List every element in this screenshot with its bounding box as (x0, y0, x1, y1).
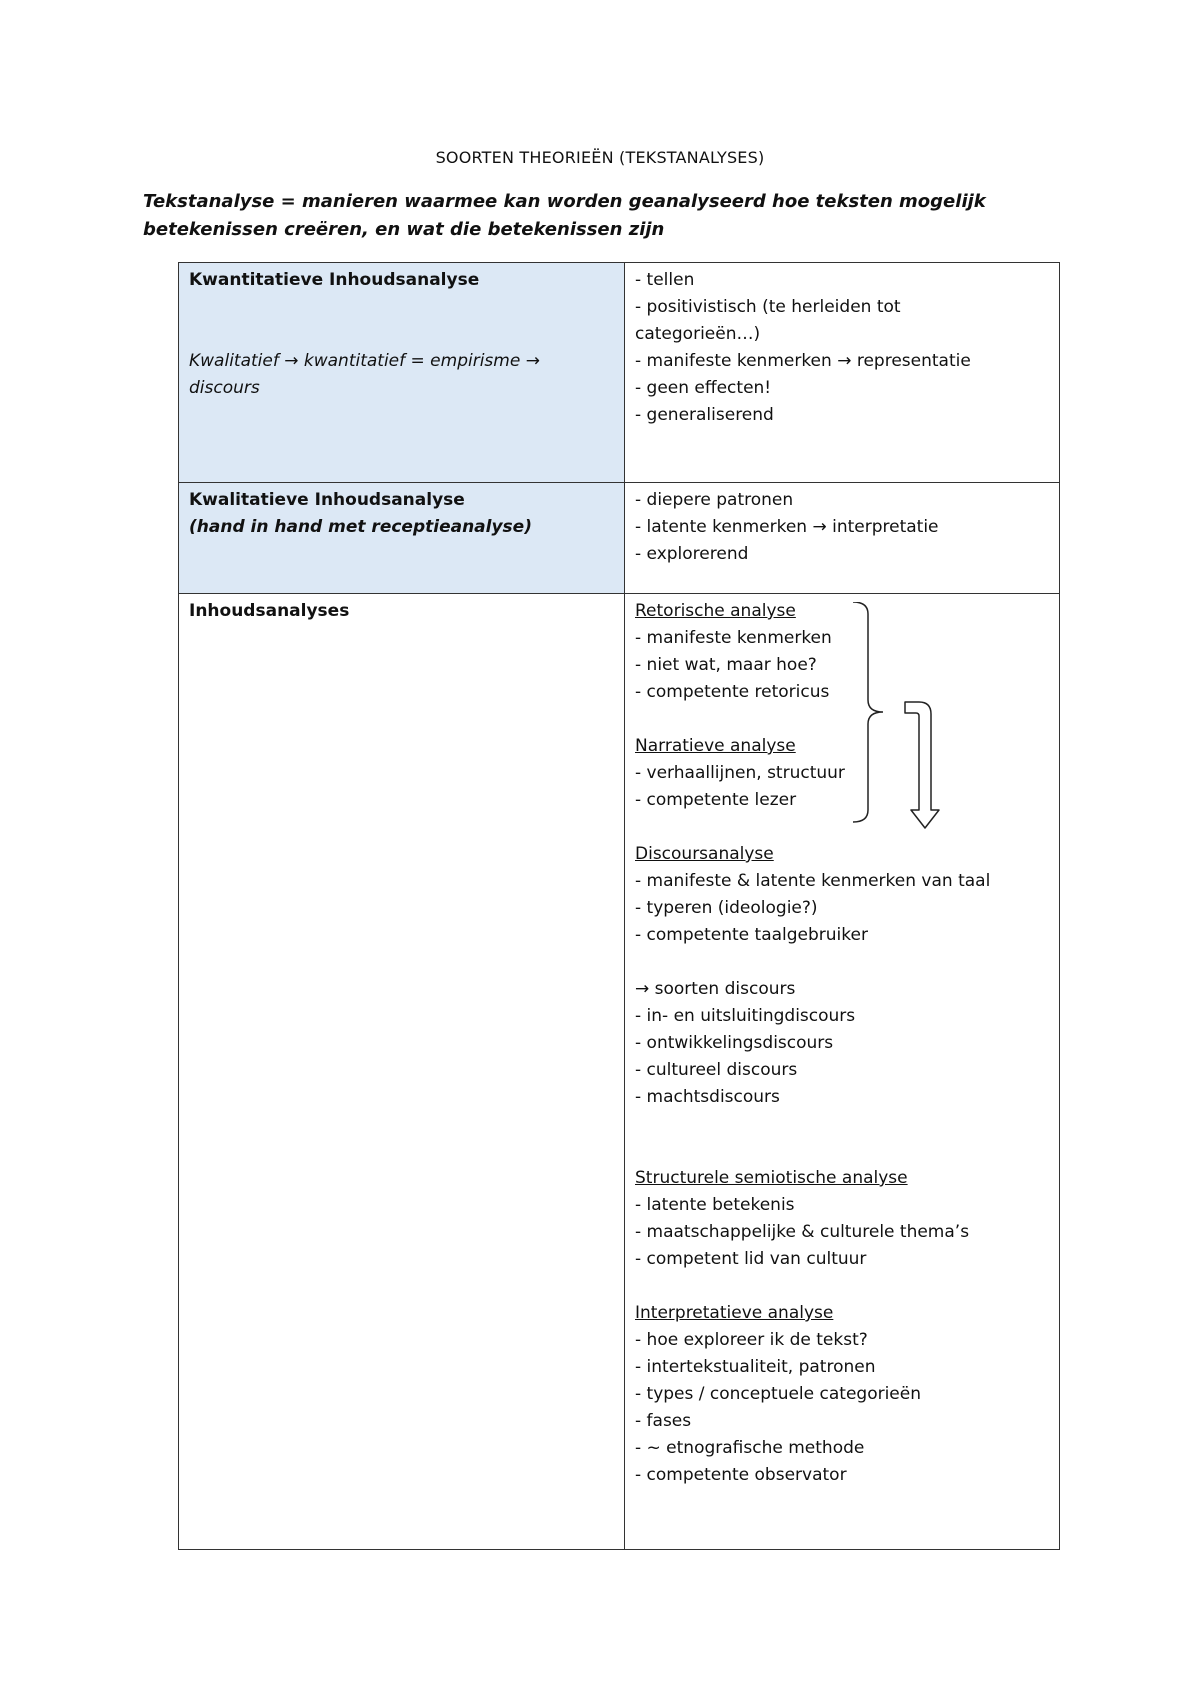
spacer (635, 706, 1049, 733)
spacer (635, 949, 1049, 976)
section-narratieve-title: Narratieve analyse (635, 736, 796, 756)
row-2-subnote: (hand in hand met receptieanalyse) (189, 517, 532, 537)
section-interpretatieve-title: Interpretatieve analyse (635, 1303, 834, 1323)
spacer (635, 1273, 1049, 1300)
list-item: - generaliserend (635, 405, 774, 425)
section-soorten-title: → soorten discours (635, 979, 796, 999)
section-retorische-title: Retorische analyse (635, 601, 796, 621)
right-curly-bracket-icon (853, 602, 883, 822)
definition-text: Tekstanalyse = manieren waarmee kan worden geanalyseerd hoe teksten mogelijk betekenissen creëren, en wat die betekenissen zijn (143, 191, 986, 240)
bracket-arrow-group (853, 602, 953, 832)
list-item: - tellen (635, 270, 695, 290)
list-item: - typeren (ideologie?) (635, 898, 818, 918)
row-1-right-cell (625, 263, 1059, 482)
spacer (635, 1111, 1049, 1165)
table-row-kwantitatief (179, 263, 1059, 482)
spacer (635, 814, 1049, 841)
list-item: - explorerend (635, 544, 749, 564)
list-item: - verhaallijnen, structuur (635, 763, 845, 783)
list-item: - cultureel discours (635, 1060, 798, 1080)
row-1-note: Kwalitatief → kwantitatief = empirisme → discours (189, 351, 540, 398)
hook-arrow-down-icon (905, 702, 939, 828)
row-2-right-cell (625, 483, 1059, 593)
list-item: - machtsdiscours (635, 1087, 780, 1107)
row-3-right-cell (625, 594, 1059, 1549)
list-item: - fases (635, 1411, 692, 1431)
row-3-left-cell (179, 594, 625, 1549)
table-row-inhoudsanalyses (179, 593, 1059, 1549)
row-1-heading: Kwantitatieve Inhoudsanalyse (189, 270, 480, 290)
list-item: - ~ etnografische methode (635, 1438, 865, 1458)
table-row-kwalitatief (179, 482, 1059, 593)
row-1-left-cell (179, 263, 625, 482)
analysis-table (178, 262, 1060, 1550)
list-item: - intertekstualiteit, patronen (635, 1357, 876, 1377)
list-item: - latente betekenis (635, 1195, 795, 1215)
list-item: - manifeste kenmerken → representatie (635, 351, 971, 371)
list-item: - competente taalgebruiker (635, 925, 868, 945)
row-2-heading: Kwalitatieve Inhoudsanalyse (189, 490, 465, 510)
list-item: - latente kenmerken → interpretatie (635, 517, 939, 537)
list-item: - competente observator (635, 1465, 847, 1485)
list-item: - in- en uitsluitingdiscours (635, 1006, 856, 1026)
list-item: - competent lid van cultuur (635, 1249, 867, 1269)
section-discours-title: Discoursanalyse (635, 844, 774, 864)
list-item: - hoe exploreer ik de tekst? (635, 1330, 868, 1350)
list-item: - manifeste & latente kenmerken van taal (635, 871, 991, 891)
list-item: - types / conceptuele categorieën (635, 1384, 921, 1404)
list-item: - geen effecten! (635, 378, 772, 398)
page-title: SOORTEN THEORIEËN (TEKSTANALYSES) (435, 148, 765, 167)
list-item: - maatschappelijke & culturele thema’s (635, 1222, 970, 1242)
list-item: - competente lezer (635, 790, 797, 810)
list-item: - manifeste kenmerken (635, 628, 832, 648)
list-item: - diepere patronen (635, 490, 794, 510)
row-2-left-cell (179, 483, 625, 593)
list-item: - competente retoricus (635, 682, 830, 702)
list-item: - positivistisch (te herleiden tot categorieën…) (635, 297, 901, 344)
section-semiotische-title: Structurele semiotische analyse (635, 1168, 908, 1188)
list-item: - niet wat, maar hoe? (635, 655, 817, 675)
list-item: - ontwikkelingsdiscours (635, 1033, 834, 1053)
row-3-heading: Inhoudsanalyses (189, 601, 350, 621)
